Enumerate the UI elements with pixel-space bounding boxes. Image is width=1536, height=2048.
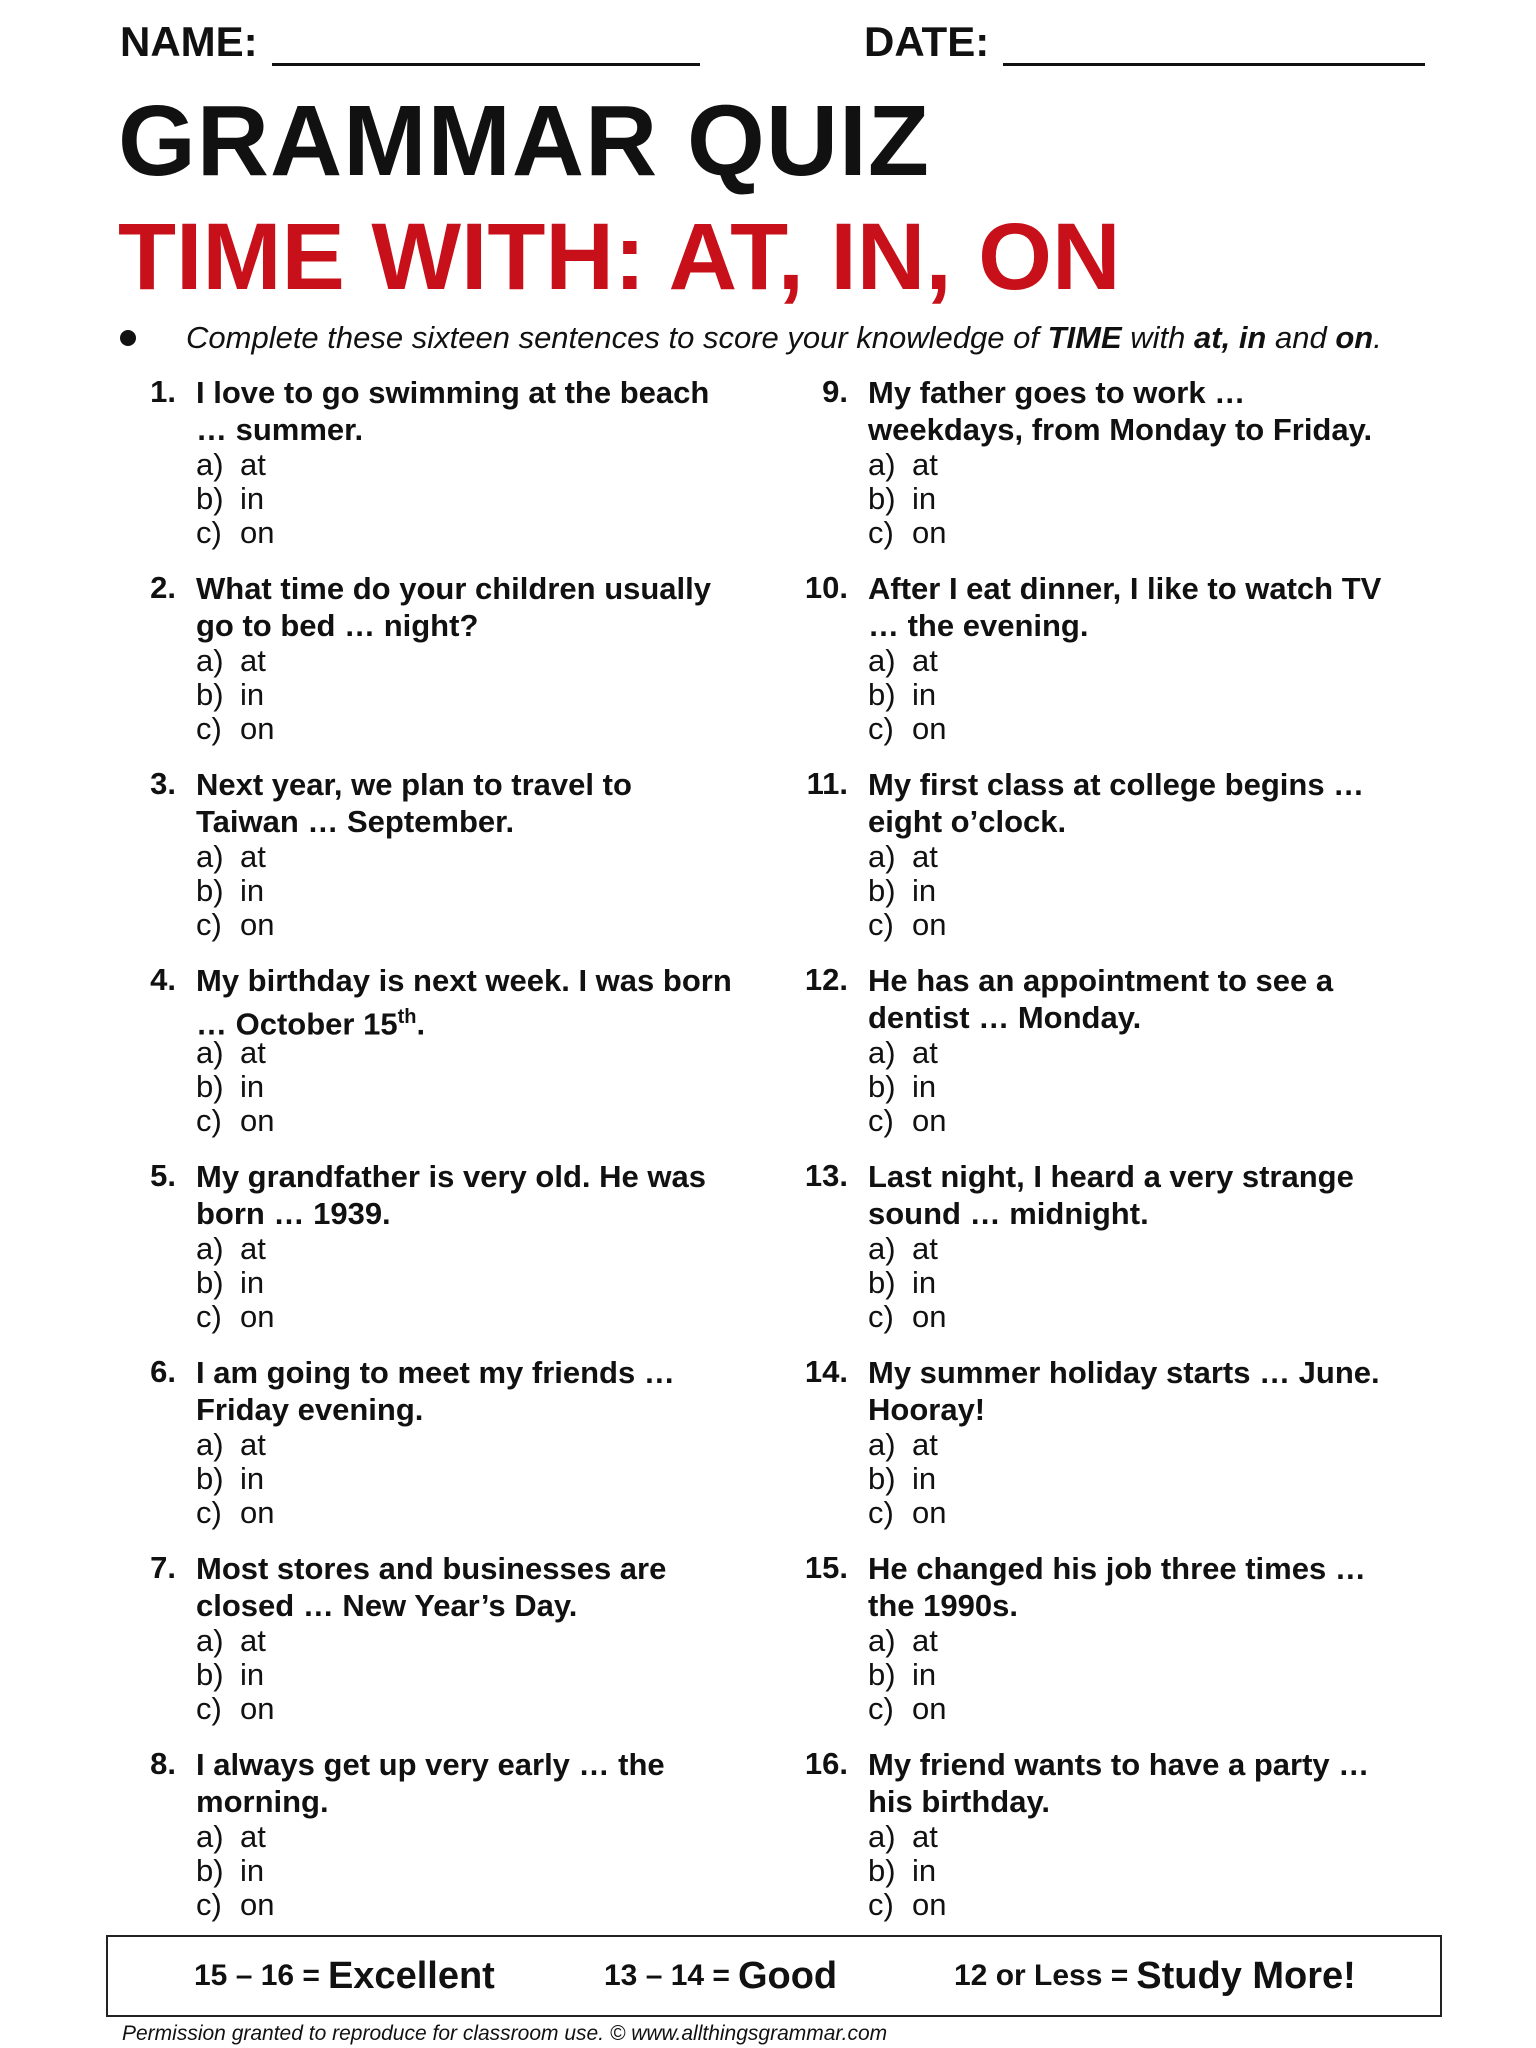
option-letter: b) xyxy=(196,873,224,908)
page-subtitle: TIME WITH: AT, IN, ON xyxy=(118,204,1121,310)
question-text: My summer holiday starts … June. Hooray! xyxy=(868,1355,1380,1427)
option-at[interactable] xyxy=(868,1232,946,1266)
question-number: 5. xyxy=(150,1158,176,1193)
option-text: in xyxy=(240,1657,265,1692)
bullet-icon xyxy=(120,330,136,346)
option-text: in xyxy=(912,873,937,908)
option-in[interactable] xyxy=(868,1462,946,1496)
option-text: on xyxy=(240,1691,275,1726)
option-letter: c) xyxy=(196,1495,222,1530)
option-letter: c) xyxy=(868,1299,894,1334)
option-in[interactable] xyxy=(868,1266,946,1300)
option-text: at xyxy=(240,1035,266,1070)
option-at[interactable] xyxy=(196,1036,274,1070)
answer-options xyxy=(868,644,946,746)
option-at[interactable] xyxy=(868,644,946,678)
option-letter: c) xyxy=(868,1887,894,1922)
question-text: My friend wants to have a party … his birthday. xyxy=(868,1747,1370,1819)
option-text: in xyxy=(240,873,265,908)
option-at[interactable] xyxy=(868,1820,946,1854)
option-text: in xyxy=(240,1853,265,1888)
answer-options xyxy=(868,1036,946,1138)
option-text: at xyxy=(240,1819,266,1854)
option-text: in xyxy=(912,1461,937,1496)
option-on[interactable] xyxy=(196,1496,274,1530)
option-on[interactable] xyxy=(196,516,274,550)
option-text: in xyxy=(240,1461,265,1496)
option-text: in xyxy=(912,1265,937,1300)
option-on[interactable] xyxy=(868,908,946,942)
option-text: in xyxy=(912,677,937,712)
question-text: After I eat dinner, I like to watch TV … the evening. xyxy=(868,571,1382,643)
question-text: Next year, we plan to travel to Taiwan … September. xyxy=(196,767,632,839)
question-text: Last night, I heard a very strange sound … midnight. xyxy=(868,1159,1354,1231)
question-text: What time do your children usually go to bed … night? xyxy=(196,571,712,643)
header-row xyxy=(120,18,1436,78)
option-on[interactable] xyxy=(196,1300,274,1334)
option-in[interactable] xyxy=(196,482,274,516)
answer-options xyxy=(868,1624,946,1726)
option-text: on xyxy=(912,515,947,550)
option-letter: c) xyxy=(196,1103,222,1138)
option-in[interactable] xyxy=(868,678,946,712)
option-at[interactable] xyxy=(196,1428,274,1462)
answer-options xyxy=(196,840,274,942)
option-at[interactable] xyxy=(868,1624,946,1658)
option-letter: b) xyxy=(868,1853,896,1888)
option-text: at xyxy=(912,839,938,874)
option-letter: a) xyxy=(196,1427,224,1462)
question-number: 9. xyxy=(822,374,848,409)
option-letter: c) xyxy=(196,1299,222,1334)
option-letter: c) xyxy=(196,907,222,942)
option-letter: c) xyxy=(868,1691,894,1726)
question-number: 3. xyxy=(150,766,176,801)
option-in[interactable] xyxy=(196,1658,274,1692)
option-at[interactable] xyxy=(196,1820,274,1854)
page-title: GRAMMAR QUIZ xyxy=(118,85,930,197)
option-letter: b) xyxy=(196,1265,224,1300)
answer-options xyxy=(868,1232,946,1334)
option-text: at xyxy=(240,643,266,678)
date-field[interactable] xyxy=(864,18,1425,66)
option-letter: a) xyxy=(196,1623,224,1658)
option-letter: b) xyxy=(868,1461,896,1496)
option-letter: c) xyxy=(196,1691,222,1726)
question-number: 14. xyxy=(804,1354,848,1389)
option-on[interactable] xyxy=(196,1692,274,1726)
option-text: at xyxy=(240,1231,266,1266)
answer-options xyxy=(196,1820,274,1922)
option-text: on xyxy=(912,1887,947,1922)
option-text: on xyxy=(912,1103,947,1138)
option-on[interactable] xyxy=(868,1496,946,1530)
option-letter: a) xyxy=(196,1819,224,1854)
option-in[interactable] xyxy=(196,874,274,908)
option-letter: a) xyxy=(196,1231,224,1266)
option-letter: a) xyxy=(868,839,896,874)
answer-options xyxy=(196,1624,274,1726)
date-label: DATE: xyxy=(864,18,990,65)
option-on[interactable] xyxy=(868,1104,946,1138)
option-at[interactable] xyxy=(196,840,274,874)
question-number: 8. xyxy=(150,1746,176,1781)
option-text: on xyxy=(912,711,947,746)
option-in[interactable] xyxy=(196,678,274,712)
option-text: on xyxy=(240,515,275,550)
name-field[interactable] xyxy=(120,18,700,66)
option-letter: a) xyxy=(868,1231,896,1266)
option-at[interactable] xyxy=(196,644,274,678)
option-letter: a) xyxy=(196,643,224,678)
option-text: in xyxy=(912,1657,937,1692)
option-text: at xyxy=(240,839,266,874)
option-text: in xyxy=(240,677,265,712)
question-text: I am going to meet my friends … Friday evening. xyxy=(196,1355,675,1427)
option-letter: a) xyxy=(868,1427,896,1462)
option-at[interactable] xyxy=(196,1232,274,1266)
option-letter: c) xyxy=(868,711,894,746)
option-at[interactable] xyxy=(868,1036,946,1070)
option-text: on xyxy=(240,1299,275,1334)
option-text: in xyxy=(912,481,937,516)
question-text: He changed his job three times … the 1990s. xyxy=(868,1551,1366,1623)
option-letter: b) xyxy=(196,1657,224,1692)
name-blank-line[interactable] xyxy=(272,19,700,66)
option-letter: a) xyxy=(868,1623,896,1658)
option-letter: b) xyxy=(868,1265,896,1300)
option-letter: a) xyxy=(868,643,896,678)
option-letter: a) xyxy=(196,1035,224,1070)
option-in[interactable] xyxy=(868,1658,946,1692)
answer-options xyxy=(868,1820,946,1922)
option-on[interactable] xyxy=(868,1300,946,1334)
question-text: Most stores and businesses are closed … New Year’s Day. xyxy=(196,1551,667,1623)
option-letter: b) xyxy=(196,481,224,516)
question-number: 7. xyxy=(150,1550,176,1585)
option-text: at xyxy=(240,447,266,482)
option-letter: b) xyxy=(196,1461,224,1496)
option-letter: c) xyxy=(196,711,222,746)
option-text: in xyxy=(240,1265,265,1300)
option-in[interactable] xyxy=(196,1070,274,1104)
option-letter: a) xyxy=(868,447,896,482)
option-letter: a) xyxy=(868,1035,896,1070)
answer-options xyxy=(868,448,946,550)
option-in[interactable] xyxy=(868,874,946,908)
option-letter: c) xyxy=(868,907,894,942)
option-letter: b) xyxy=(868,1069,896,1104)
option-at[interactable] xyxy=(868,840,946,874)
option-text: on xyxy=(912,1691,947,1726)
option-text: on xyxy=(240,1495,275,1530)
option-text: at xyxy=(240,1427,266,1462)
option-text: at xyxy=(240,1623,266,1658)
option-on[interactable] xyxy=(868,1692,946,1726)
option-text: on xyxy=(240,1887,275,1922)
question-number: 16. xyxy=(804,1746,848,1781)
score-study-more: 12 or Less = Study More! xyxy=(954,1954,1356,1997)
option-letter: c) xyxy=(868,1495,894,1530)
option-letter: a) xyxy=(868,1819,896,1854)
question-text: My birthday is next week. I was born … October 15th. xyxy=(196,963,732,1042)
question-number: 13. xyxy=(804,1158,848,1193)
option-on[interactable] xyxy=(868,712,946,746)
instructions xyxy=(120,320,1440,356)
question-text: My first class at college begins … eight o’clock. xyxy=(868,767,1365,839)
option-letter: b) xyxy=(196,1853,224,1888)
option-text: in xyxy=(912,1853,937,1888)
option-letter: b) xyxy=(196,1069,224,1104)
option-letter: b) xyxy=(868,481,896,516)
option-text: at xyxy=(912,447,938,482)
question-text: He has an appointment to see a dentist … Monday. xyxy=(868,963,1334,1035)
option-at[interactable] xyxy=(196,1624,274,1658)
option-text: on xyxy=(240,711,275,746)
option-letter: b) xyxy=(868,677,896,712)
option-text: on xyxy=(240,907,275,942)
option-in[interactable] xyxy=(868,1854,946,1888)
question-text: I always get up very early … the morning. xyxy=(196,1747,665,1819)
score-good: 13 – 14 = Good xyxy=(604,1954,838,1997)
option-in[interactable] xyxy=(868,482,946,516)
option-in[interactable] xyxy=(196,1462,274,1496)
option-text: at xyxy=(912,1231,938,1266)
option-text: on xyxy=(912,907,947,942)
option-text: at xyxy=(912,1623,938,1658)
footer-permission: Permission granted to reproduce for classroom use. © www.allthingsgrammar.com xyxy=(122,2022,888,2045)
option-on[interactable] xyxy=(196,908,274,942)
answer-options xyxy=(196,1232,274,1334)
answer-options xyxy=(868,1428,946,1530)
option-letter: c) xyxy=(868,1103,894,1138)
option-text: at xyxy=(912,1035,938,1070)
option-letter: b) xyxy=(868,1657,896,1692)
question-number: 1. xyxy=(150,374,176,409)
instructions-text: Complete these sixteen sentences to score your knowledge of TIME with at, in and on. xyxy=(186,320,1382,355)
option-letter: c) xyxy=(196,515,222,550)
option-in[interactable] xyxy=(196,1854,274,1888)
question-number: 4. xyxy=(150,962,176,997)
answer-options xyxy=(196,448,274,550)
option-in[interactable] xyxy=(868,1070,946,1104)
question-text: I love to go swimming at the beach … summer. xyxy=(196,375,710,447)
option-letter: a) xyxy=(196,447,224,482)
question-number: 6. xyxy=(150,1354,176,1389)
name-label: NAME: xyxy=(120,18,258,65)
option-text: on xyxy=(912,1495,947,1530)
answer-options xyxy=(196,1428,274,1530)
option-letter: b) xyxy=(868,873,896,908)
option-in[interactable] xyxy=(196,1266,274,1300)
option-letter: c) xyxy=(868,515,894,550)
question-number: 12. xyxy=(804,962,848,997)
option-on[interactable] xyxy=(868,1888,946,1922)
answer-options xyxy=(868,840,946,942)
option-letter: c) xyxy=(196,1887,222,1922)
question-number: 11. xyxy=(806,766,848,801)
option-text: at xyxy=(912,1427,938,1462)
option-text: on xyxy=(240,1103,275,1138)
option-on[interactable] xyxy=(868,516,946,550)
option-text: in xyxy=(240,481,265,516)
question-text: My grandfather is very old. He was born … 1939. xyxy=(196,1159,706,1231)
question-number: 2. xyxy=(150,570,176,605)
option-text: at xyxy=(912,643,938,678)
option-on[interactable] xyxy=(196,1104,274,1138)
date-blank-line[interactable] xyxy=(1003,19,1425,66)
answer-options xyxy=(196,1036,274,1138)
option-at[interactable] xyxy=(868,1428,946,1462)
option-text: on xyxy=(912,1299,947,1334)
answer-options xyxy=(196,644,274,746)
option-on[interactable] xyxy=(196,712,274,746)
option-text: in xyxy=(240,1069,265,1104)
option-text: in xyxy=(912,1069,937,1104)
question-number: 10. xyxy=(804,570,848,605)
question-number: 15. xyxy=(804,1550,848,1585)
option-letter: a) xyxy=(196,839,224,874)
option-on[interactable] xyxy=(196,1888,274,1922)
score-excellent: 15 – 16 = Excellent xyxy=(194,1954,495,1997)
option-text: at xyxy=(912,1819,938,1854)
question-text: My father goes to work … weekdays, from Monday to Friday. xyxy=(868,375,1373,447)
option-at[interactable] xyxy=(868,448,946,482)
option-at[interactable] xyxy=(196,448,274,482)
score-key xyxy=(106,1935,1442,2017)
option-letter: b) xyxy=(196,677,224,712)
